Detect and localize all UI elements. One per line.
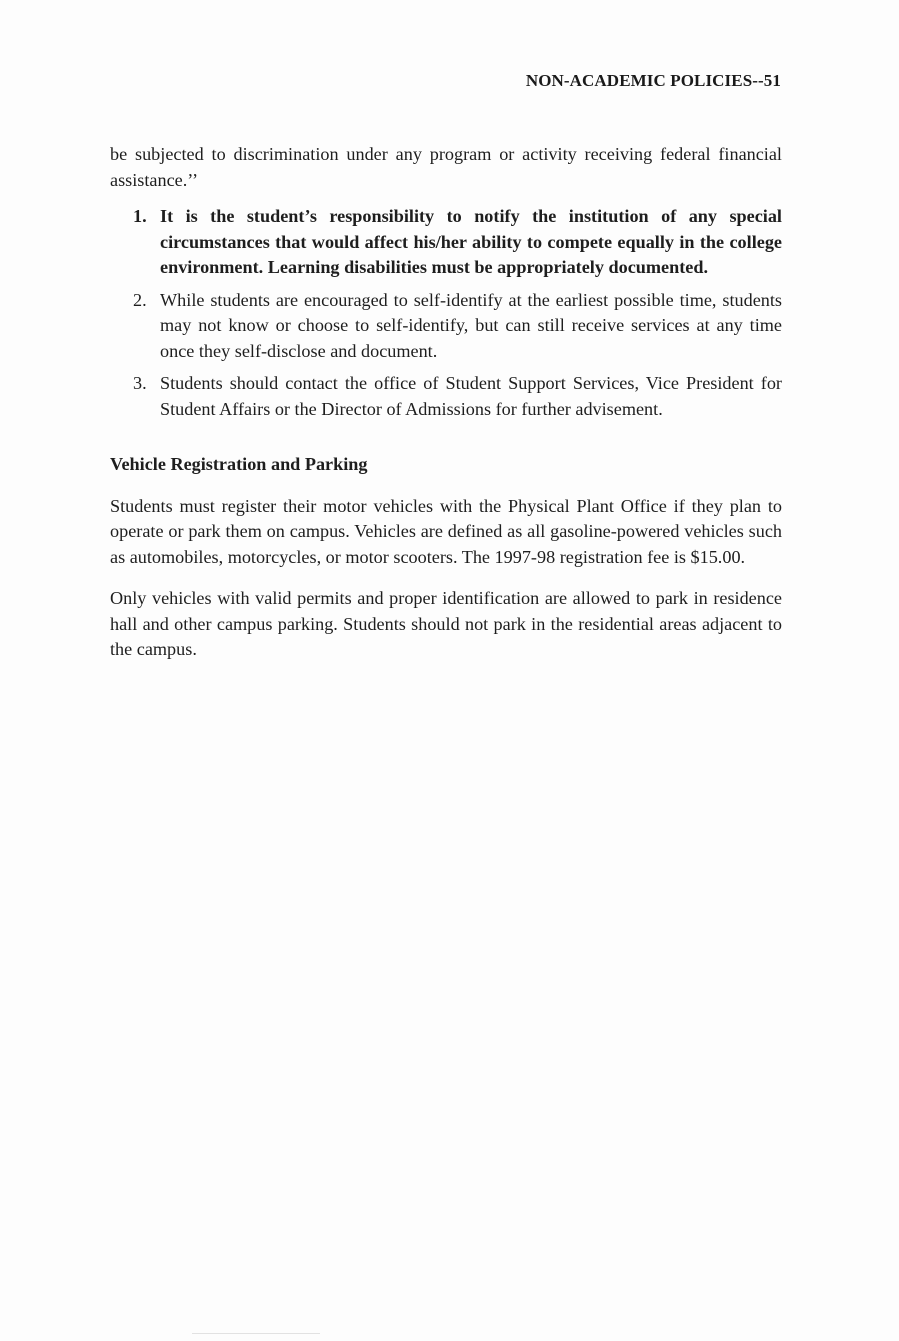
list-item-text: It is the student’s responsibility to notify the institution of any special circumstances that would affect his/her ability to compete equally in the college environment. Learning disabilities must be appropriately documented. [160,206,782,277]
intro-paragraph: be subjected to discrimination under any program or activity receiving federal financial assistance.’’ [110,144,782,190]
list-item-number: 2. [133,289,147,310]
running-head: NON-ACADEMIC POLICIES--51 [525,71,781,90]
section-heading: Vehicle Registration and Parking [110,454,368,474]
list-item-number: 1. [133,206,147,226]
section-paragraph: Only vehicles with valid permits and proper identification are allowed to park in residence hall and other campus parking. Students should not park in the residential areas adjacent to the campus. [110,588,782,659]
list-item-text: While students are encouraged to self-identify at the earliest possible time, students may not know or choose to self-identify, but can still receive services at any time once they self-disclose and document. [160,289,782,361]
list-item [110,288,782,365]
list-item [110,371,782,422]
list-item [110,204,782,281]
section-paragraph: Students must register their motor vehicles with the Physical Plant Office if they plan to operate or park them on campus. Vehicles are defined as all gasoline-powered vehicles such as automobiles, motorcycles, or motor scooters. The 1997-98 registration fee is $15.00. [110,495,782,567]
footer-rule [192,1333,320,1334]
list-item-number: 3. [133,373,147,393]
page-content [110,142,782,663]
list-item-text: Students should contact the office of Student Support Services, Vice President for Student Affairs or the Director of Admissions for further advisement. [160,373,782,419]
numbered-list [110,204,782,422]
